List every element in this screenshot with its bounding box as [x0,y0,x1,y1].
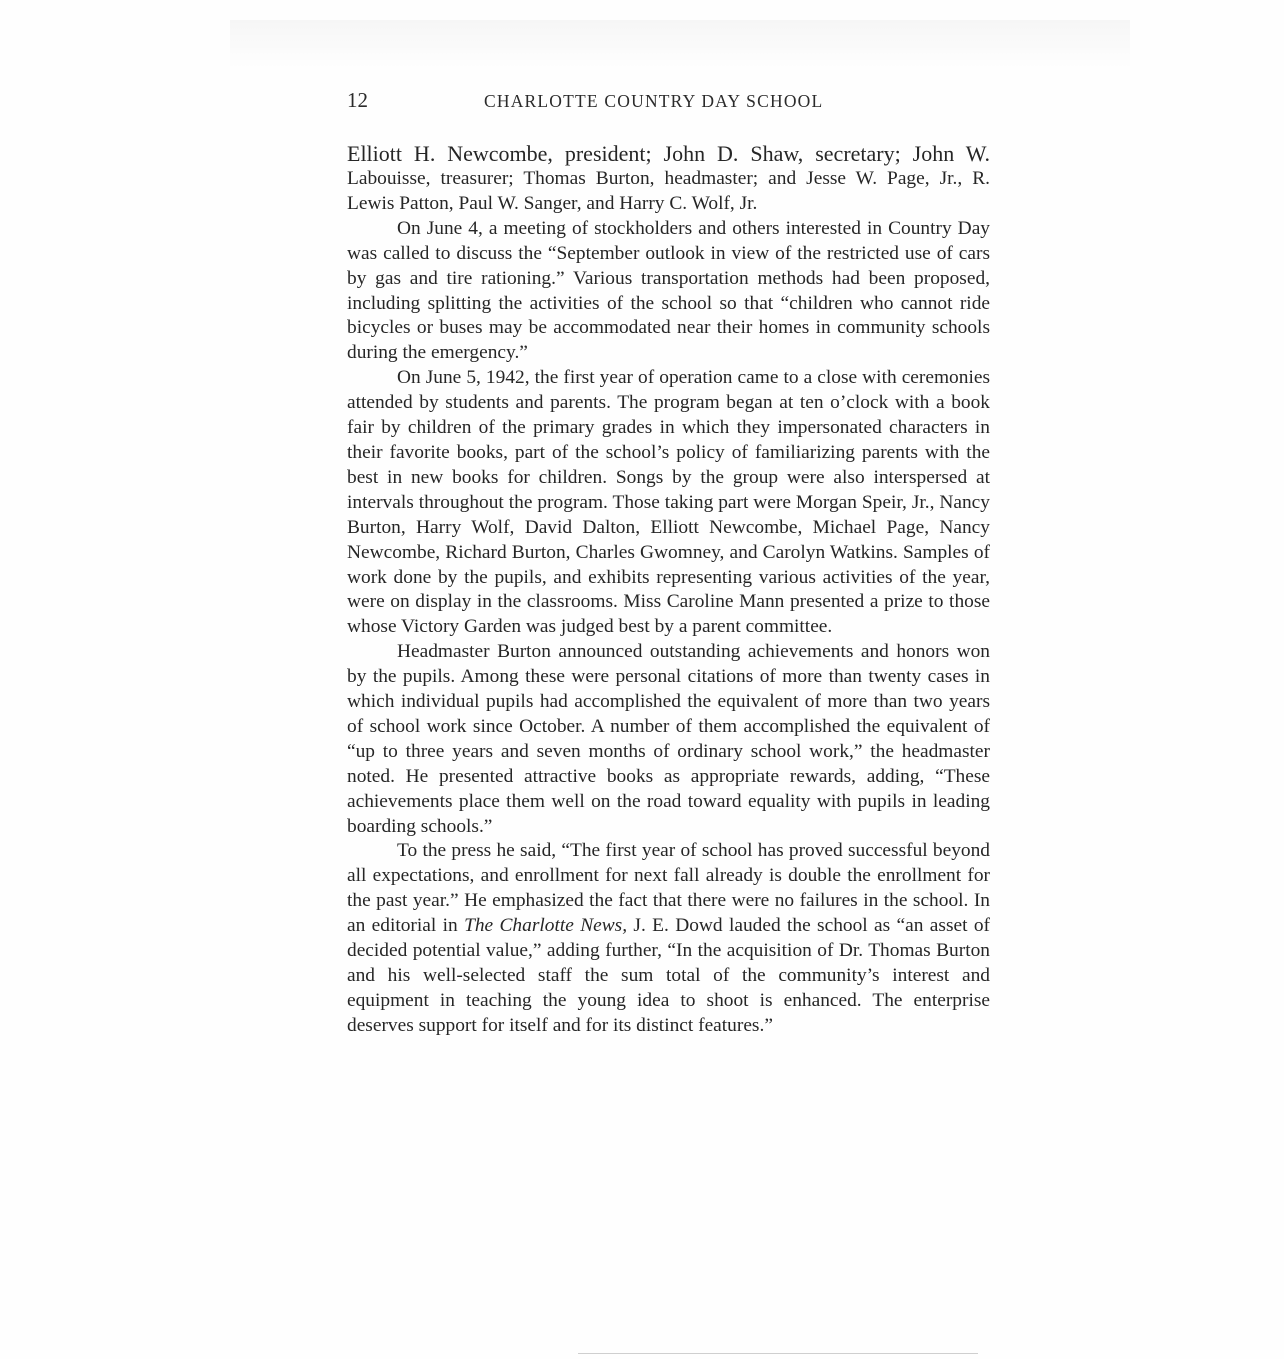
page-number: 12 [347,88,368,112]
paragraph-closing-ceremonies: On June 5, 1942, the first year of operation came to a close with ceremonies attended by students and parents. The program began at ten o’clock with a book fair by children of the primary grades in which they impersonated characters in their favorite books, part of the school’s policy of familiarizing parents with the best in new books for children. Songs by the group were also interspersed at intervals throughout the program. Those taking part were Morgan Speir, Jr., Nancy Burton, Harry Wolf, David Dalton, Elliott Newcombe, Michael Page, Nancy Newcombe, Richard Burton, Charles Gwomney, and Carolyn Watkins. Samples of work done by the pupils, and exhibits representing various activities of the year, were on display in the classrooms. Miss Caroline Mann presented a prize to those whose Victory Garden was judged best by a parent committee. [347,367,990,638]
newspaper-title: The Charlotte News, [464,915,628,937]
press-text-b: J. E. Dowd lauded the school as “an asset of decided potential value,” adding further, “In the acquisition of Dr. Thomas Burton and his well-selected staff the sum total of the community’s interest and equipment in teaching the young idea to shoot is enhanced. The enterprise deserves support for itself and for its distinct features.” [347,915,990,1036]
paragraph-achievements: Headmaster Burton announced outstanding achievements and honors won by the pupils. Among these were personal citations of more than twenty cases in which individual pupils had accomplished the equivalent of more than two years of school work since October. A number of them accomplished the equivalent of “up to three years and seven months of ordinary school work,” the headmaster noted. He presented attractive books as appropriate rewards, adding, “These achievements place them well on the road toward equality with pupils in leading boarding schools.” [347,641,990,837]
paragraph-board-list: Labouisse, treasurer; Thomas Burton, headmaster; and Jesse W. Page, Jr., R. Lewis Patton, Paul W. Sanger, and Harry C. Wolf, Jr. [347,168,990,214]
body-text [347,140,990,1039]
paragraph-stockholders-meeting: On June 4, a meeting of stockholders and others interested in Country Day was called to discuss the “September outlook in view of the restricted use of cars by gas and tire rationing.” Various transportation methods had been proposed, including splitting the activities of the school so that “children who cannot ride bicycles or buses may be accommodated near their homes in community schools during the emergency.” [347,217,990,364]
paragraph-press-statement [347,839,990,1038]
running-head [347,88,990,116]
footer-rule [578,1353,978,1354]
running-head-title: CHARLOTTE COUNTRY DAY SCHOOL [484,91,824,111]
press-text-a: To the press he said, “The first year of school has proved successful beyond all expectations, and enrollment for next fall already is double the enrollment for the past year.” He emphasized the fact that there were no failures in the school. In an editorial in [347,840,990,937]
scan-shadow [230,20,1130,70]
paragraph-line-1: Elliott H. Newcombe, president; John D. Shaw, secretary; John W. [347,141,990,166]
